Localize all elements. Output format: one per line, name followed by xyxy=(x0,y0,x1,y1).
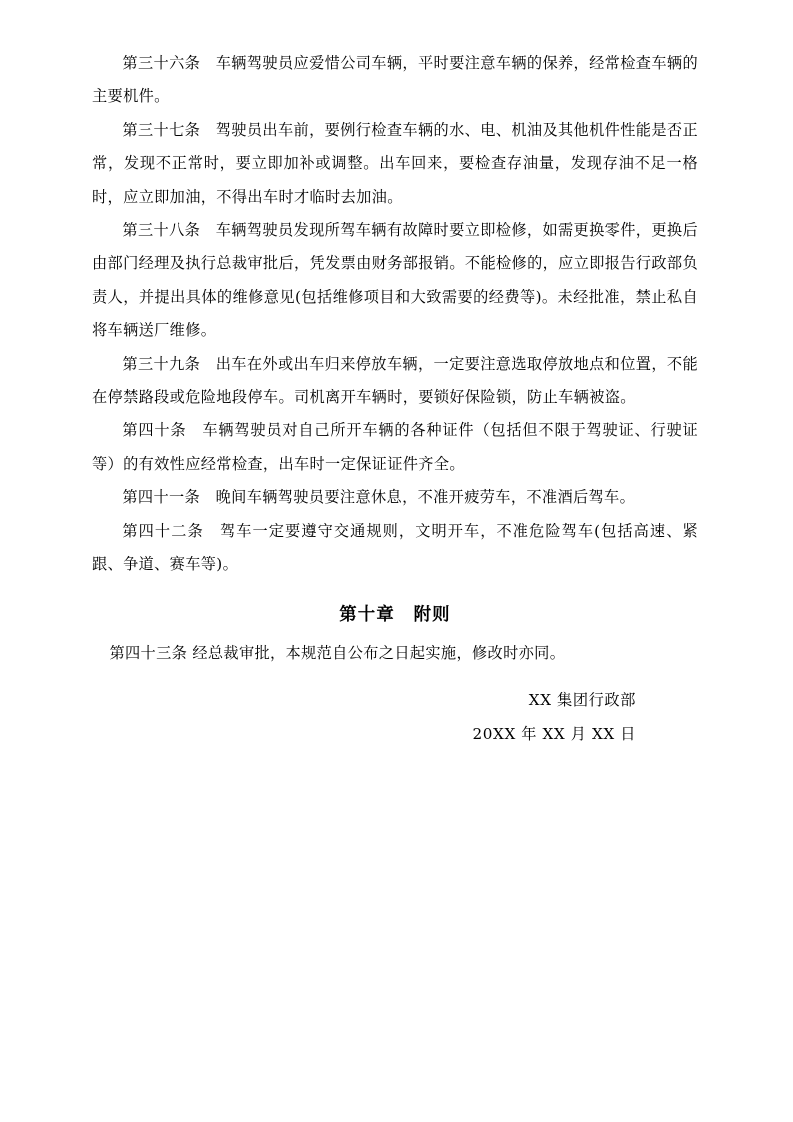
signature-organization: XX 集团行政部 xyxy=(528,691,636,710)
paragraph-article-38: 第三十八条 车辆驾驶员发现所驾车辆有故障时要立即检修，如需更换零件，更换后由部门经理及执行总裁审批后，凭发票由财务部报销。不能检修的，应立即报告行政部负责人，并提出具体的维修意见(包括维修项目和大致需要的经费等)。未经批准，禁止私自将车辆送厂维修。 xyxy=(92,221,698,340)
paragraph-article-36: 第三十六条 车辆驾驶员应爱惜公司车辆，平时要注意车辆的保养，经常检查车辆的主要机件。 xyxy=(92,54,698,106)
paragraph-article-39: 第三十九条 出车在外或出车归来停放车辆，一定要注意选取停放地点和位置，不能在停禁路段或危险地段停车。司机离开车辆时，要锁好保险锁，防止车辆被盗。 xyxy=(92,354,698,407)
paragraph-article-40: 第四十条 车辆驾驶员对自己所开车辆的各种证件（包括但不限于驾驶证、行驶证等）的有效性应经常检查，出车时一定保证证件齐全。 xyxy=(92,421,698,473)
signature-block xyxy=(92,670,698,751)
document-text-block xyxy=(92,47,698,751)
paragraph-article-37: 第三十七条 驾驶员出车前，要例行检查车辆的水、电、机油及其他机件性能是否正常，发现不正常时，要立即加补或调整。出车回来，要检查存油量，发现存油不足一格时，应立即加油，不得出车时才临时去加油。 xyxy=(92,120,698,206)
paragraph-article-42: 第四十二条 驾车一定要遵守交通规则，文明开车，不准危险驾车(包括高速、紧跟、争道、赛车等)。 xyxy=(92,521,698,574)
signature-date: 20XX 年 XX 月 XX 日 xyxy=(472,724,636,743)
chapter-heading: 第十章 附则 xyxy=(339,604,451,625)
paragraph-article-41: 第四十一条 晚间车辆驾驶员要注意休息，不准开疲劳车，不准酒后驾车。 xyxy=(122,488,636,507)
paragraph-article-43: 第四十三条 经总裁审批，本规范自公布之日起实施，修改时亦同。 xyxy=(109,643,566,662)
